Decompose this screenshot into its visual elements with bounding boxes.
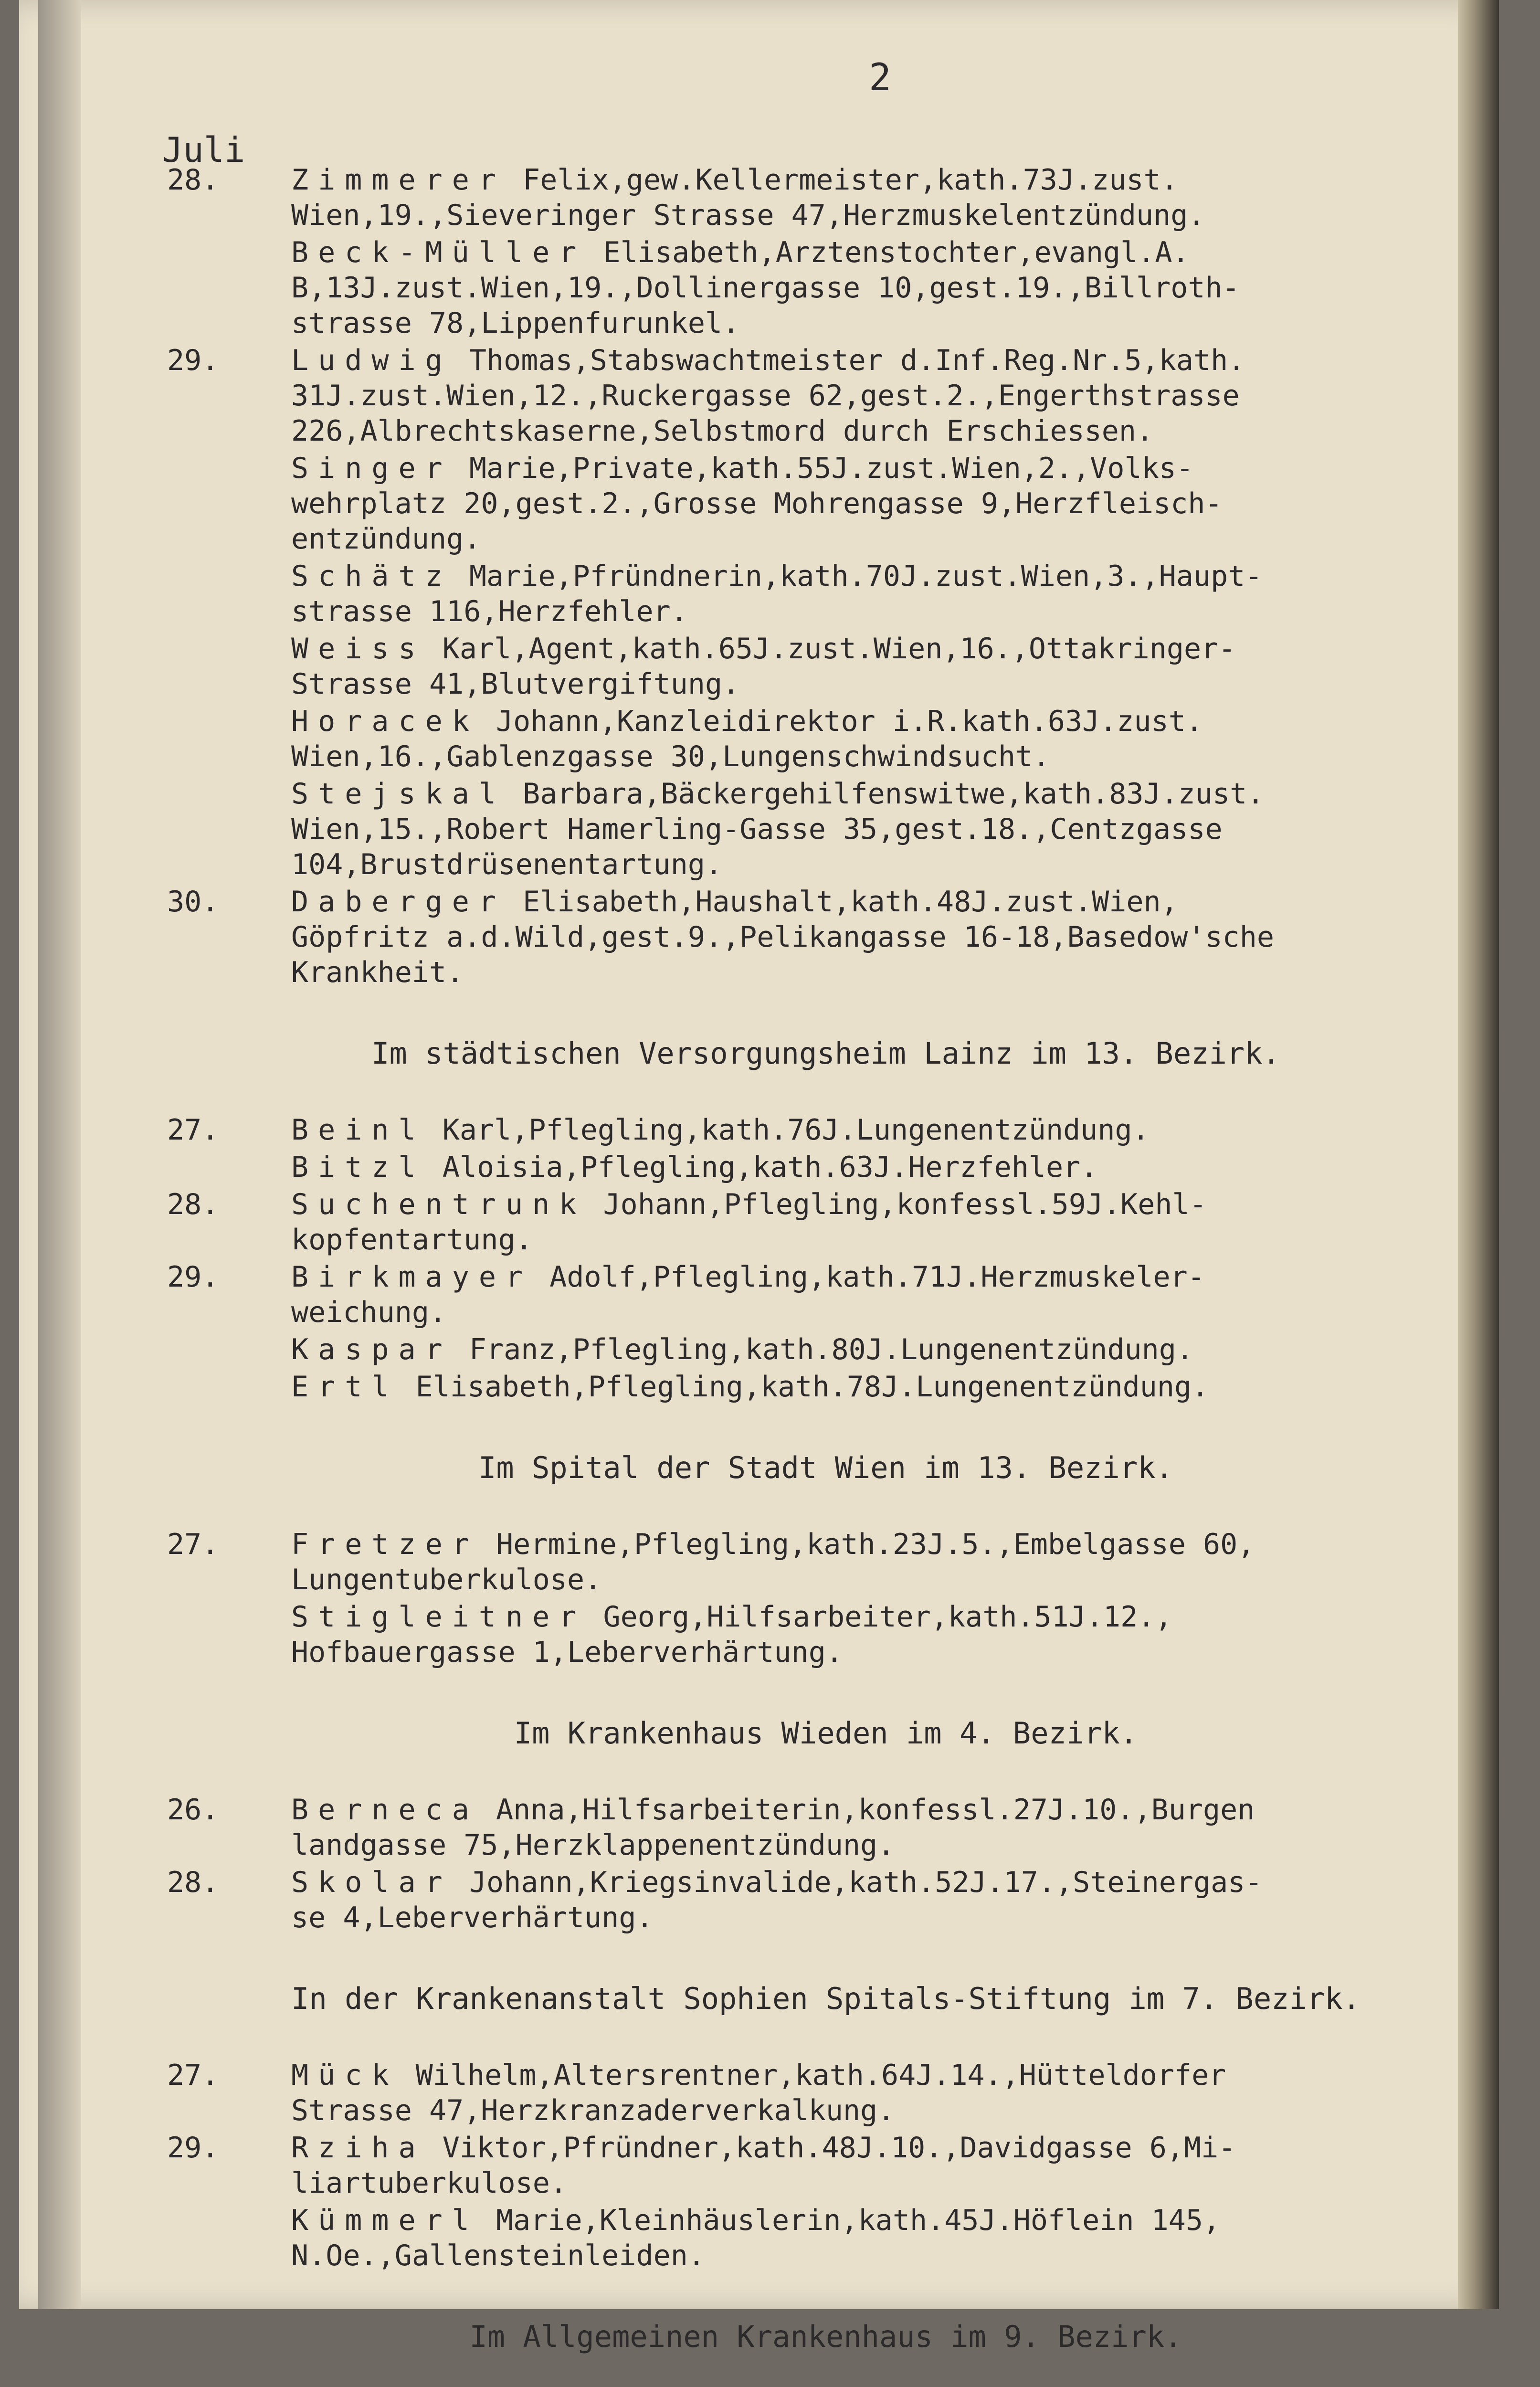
register-entry [167,1332,1485,1367]
entry-text [291,631,1485,702]
entry-day: 28. [167,1866,219,1899]
entry-day [167,1150,291,1185]
entry-surname: Birkmayer [291,1260,533,1294]
entry-text [291,776,1485,882]
entry-surname: Ludwig [291,344,452,377]
entry-text [291,1187,1485,1257]
entry-surname: Horacek [291,705,479,738]
register-entry [167,1527,1485,1597]
register-entry [167,1259,1485,1330]
entry-day [167,1369,291,1405]
entry-details: Johann,Pflegling,konfessl.59J.Kehl- kopfentartung. [291,1188,1207,1257]
entry-surname: Schätz [291,560,452,593]
entry-details: Adolf,Pflegling,kath.71J.Herzmuskeler- weichung. [291,1260,1205,1329]
entry-details: Thomas,Stabswachtmeister d.Inf.Reg.Nr.5,kath. 31J.zust.Wien,12.,Ruckergasse 62,gest.2.,Engerthstrasse 226,Albrechtskaserne,Selbstmord durch Erschiessen. [291,344,1245,448]
entry-surname: Bernecа [291,1793,479,1827]
register-entry [167,2130,1485,2201]
entry-surname: Ertl [291,1370,399,1404]
entry-text [291,1332,1485,1367]
entry-day [167,559,291,629]
entry-surname: Kümmerl [291,2204,479,2237]
entry-text [291,451,1485,557]
entry-surname: Weiss [291,632,425,665]
entry-day: 29. [167,1260,219,1294]
entry-day: 27. [167,2059,219,2092]
entry-day: 29. [167,2131,219,2165]
register-entry [167,1150,1485,1185]
entry-details: Viktor,Pfründner,kath.48J.10.,Davidgasse 6,Mi- liartuberkulose. [291,2131,1236,2200]
register-entry [167,343,1485,449]
register-entry [167,1865,1485,1935]
entry-surname: Singer [291,452,452,485]
entry-day [167,2203,291,2273]
entry-surname: Mück [291,2059,399,2092]
entry-text [291,1112,1485,1148]
section-heading: Im städtischen Versorgungsheim Lainz im 13. Bezirk. [371,1036,1280,1071]
entry-day [167,1599,291,1670]
entry-details: Anna,Hilfsarbeiterin,konfessl.27J.10.,Burgen landgasse 75,Herzklappenentzündung. [291,1793,1255,1862]
register-entry [167,776,1485,882]
section-heading: Im Allgemeinen Krankenhaus im 9. Bezirk. [469,2319,1182,2354]
entry-day [167,704,291,774]
entry-text [291,1369,1485,1405]
entry-day [167,776,291,882]
entry-text [291,1792,1485,1863]
book-binding [1458,0,1499,2309]
entry-day: 26. [167,1793,219,1827]
entry-text [291,1527,1485,1597]
entry-text [291,162,1485,233]
entry-text [291,2203,1485,2273]
entry-surname: Suchentrunk [291,1188,586,1221]
section-heading: Im Spital der Stadt Wien im 13. Bezirk. [478,1450,1173,1485]
entry-surname: Skolar [291,1866,452,1899]
section-heading: Im Krankenhaus Wieden im 4. Bezirk. [514,1716,1138,1751]
entry-details: Elisabeth,Pflegling,kath.78J.Lungenentzündung. [398,1370,1209,1404]
entry-surname: Beck-Müller [291,236,586,269]
register-entry [167,884,1485,990]
entry-text [291,884,1485,990]
entry-surname: Daberger [291,885,506,919]
entry-day: 27. [167,1528,219,1561]
register-entry [167,1369,1485,1405]
register-entry [167,235,1485,341]
entry-details: Barbara,Bäckergehilfenswitwe,kath.83J.zust. Wien,15.,Robert Hamerling-Gasse 35,gest.18.,Centzgasse 104,Brustdrüsenentartung. [291,777,1265,881]
entry-day [167,451,291,557]
entry-day: 29. [167,344,219,377]
entry-details: Karl,Pflegling,kath.76J.Lungenentzündung. [425,1113,1150,1147]
entry-surname: Stejskal [291,777,506,811]
entry-day: 30. [167,885,219,919]
entry-surname: Fretzer [291,1528,479,1561]
entry-text [291,1865,1485,1935]
page-number: 2 [869,56,891,99]
entry-details: Marie,Pfründnerin,kath.70J.zust.Wien,3.,Haupt- strasse 116,Herzfehler. [291,560,1263,628]
entry-surname: Rziha [291,2131,425,2165]
register-entry [167,559,1485,629]
entry-surname: Zimmerer [291,163,506,197]
entry-details: Johann,Kriegsinvalide,kath.52J.17.,Steinergas- se 4,Leberverhärtung. [291,1866,1263,1934]
register-entry [167,162,1485,233]
entry-surname: Kaspar [291,1333,452,1366]
register-content [167,162,1485,2387]
entry-details: Georg,Hilfsarbeiter,kath.51J.12., Hofbauergasse 1,Leberverhärtung. [291,1600,1172,1669]
entry-day [167,1332,291,1367]
entry-day: 28. [167,1188,219,1221]
entry-details: Wilhelm,Altersrentner,kath.64J.14.,Hütteldorfer Strasse 47,Herzkranzaderverkalkung. [291,2059,1226,2127]
entry-surname: Stigleitner [291,1600,586,1634]
register-entry [167,451,1485,557]
entry-details: Marie,Private,kath.55J.zust.Wien,2.,Volks- wehrplatz 20,gest.2.,Grosse Mohrengasse 9,Herzfleisch- entzündung. [291,452,1223,556]
section-heading: In der Krankenanstalt Sophien Spitals-Stiftung im 7. Bezirk. [291,1981,1361,2016]
entry-details: Franz,Pflegling,kath.80J.Lungenentzündung. [452,1333,1194,1366]
entry-details: Elisabeth,Arztenstochter,evangl.A. B,13J.zust.Wien,19.,Dollinergasse 10,gest.19.,Billroth- strasse 78,Lippenfurunkel. [291,236,1240,340]
entry-text [291,1150,1485,1185]
page-gutter-shadow [38,0,81,2309]
document-page [19,0,1499,2354]
entry-text [291,1259,1485,1330]
entry-text [291,2130,1485,2201]
entry-text [291,2058,1485,2128]
entry-text [291,235,1485,341]
register-entry [167,704,1485,774]
register-entry [167,2203,1485,2273]
entry-text [291,559,1485,629]
entry-text [291,704,1485,774]
entry-surname: Beinl [291,1113,425,1147]
entry-surname: Bitzl [291,1151,425,1184]
entry-day [167,235,291,341]
entry-details: Marie,Kleinhäuslerin,kath.45J.Höflein 145, N.Oe.,Gallensteinleiden. [291,2204,1221,2272]
register-entry [167,1599,1485,1670]
entry-details: Karl,Agent,kath.65J.zust.Wien,16.,Ottakringer- Strasse 41,Blutvergiftung. [291,632,1236,701]
entry-details: Hermine,Pflegling,kath.23J.5.,Embelgasse 60, Lungentuberkulose. [291,1528,1255,1596]
entry-day: 28. [167,163,219,197]
entry-details: Felix,gew.Kellermeister,kath.73J.zust. Wien,19.,Sieveringer Strasse 47,Herzmuskelentzündung. [291,163,1205,232]
entry-details: Elisabeth,Haushalt,kath.48J.zust.Wien, Göpfritz a.d.Wild,gest.9.,Pelikangasse 16-18,Basedow'sche Krankheit. [291,885,1275,989]
register-entry [167,631,1485,702]
month-label: Juli [162,130,245,170]
register-entry [167,1187,1485,1257]
entry-text [291,1599,1485,1670]
register-entry [167,1792,1485,1863]
entry-day [167,631,291,702]
entry-text [291,343,1485,449]
register-entry [167,2058,1485,2128]
entry-day: 27. [167,1113,219,1147]
entry-details: Johann,Kanzleidirektor i.R.kath.63J.zust. Wien,16.,Gablenzgasse 30,Lungenschwindsucht. [291,705,1203,773]
register-entry [167,1112,1485,1148]
entry-details: Aloisia,Pflegling,kath.63J.Herzfehler. [425,1151,1098,1184]
